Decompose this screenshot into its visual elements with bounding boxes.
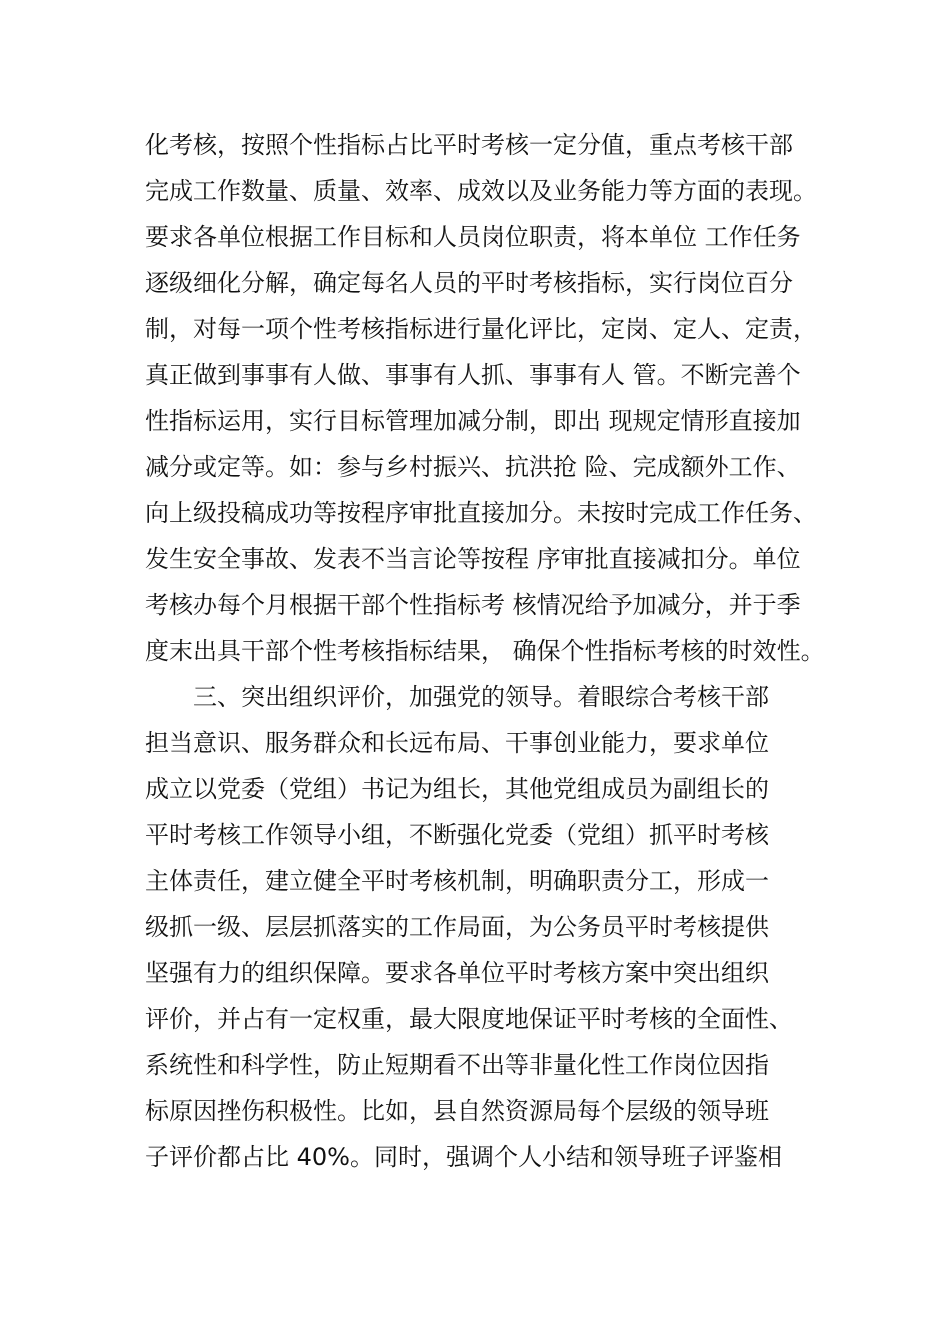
text-line: 级抓一级、层层抓落实的工作局面，为公务员平时考核提供 — [145, 913, 769, 941]
text-line: 担当意识、服务群众和长远布局、干事创业能力，要求单位 — [145, 729, 769, 757]
text-line: 坚强有力的组织保障。要求各单位平时考核方案中突出组织 — [145, 959, 769, 987]
text-line: 要求各单位根据工作目标和人员岗位职责，将本单位 工作任务 — [145, 223, 801, 251]
text-line: 减分或定等。如：参与乡村振兴、抗洪抢 险、完成额外工作、 — [145, 453, 801, 481]
text-line: 逐级细化分解，确定每名人员的平时考核指标，实行岗位百分 — [145, 269, 793, 297]
text-line: 考核办每个月根据干部个性指标考 核情况给予加减分，并于季 — [145, 591, 801, 619]
document-body — [145, 122, 845, 1180]
text-line: 成立以党委（党组）书记为组长，其他党组成员为副组长的 — [145, 775, 769, 803]
text-line: 制，对每一项个性考核指标进行量化评比，定岗、定人、定责， — [145, 315, 817, 343]
text-line: 平时考核工作领导小组，不断强化党委（党组）抓平时考核 — [145, 821, 769, 849]
text-line: 度末出具干部个性考核指标结果， 确保个性指标考核的时效性。 — [145, 637, 825, 665]
text-line: 真正做到事事有人做、事事有人抓、事事有人 管。不断完善个 — [145, 361, 801, 389]
text-line: 发生安全事故、发表不当言论等按程 序审批直接减扣分。单位 — [145, 545, 801, 573]
section-heading-line: 三、突出组织评价，加强党的领导。着眼综合考核干部 — [193, 683, 769, 711]
text-line: 评价，并占有一定权重，最大限度地保证平时考核的全面性、 — [145, 1005, 793, 1033]
text-line: 主体责任，建立健全平时考核机制，明确职责分工，形成一 — [145, 867, 769, 895]
text-line: 完成工作数量、质量、效率、成效以及业务能力等方面的表现。 — [145, 177, 817, 205]
text-line: 系统性和科学性，防止短期看不出等非量化性工作岗位因指 — [145, 1051, 769, 1079]
text-line: 性指标运用，实行目标管理加减分制，即出 现规定情形直接加 — [145, 407, 801, 435]
text-line: 标原因挫伤积极性。比如，县自然资源局每个层级的领导班 — [145, 1097, 769, 1125]
text-line: 子评价都占比 40%。同时，强调个人小结和领导班子评鉴相 — [145, 1143, 782, 1171]
text-line: 向上级投稿成功等按程序审批直接加分。未按时完成工作任务、 — [145, 499, 817, 527]
text-line: 化考核，按照个性指标占比平时考核一定分值，重点考核干部 — [145, 131, 793, 159]
